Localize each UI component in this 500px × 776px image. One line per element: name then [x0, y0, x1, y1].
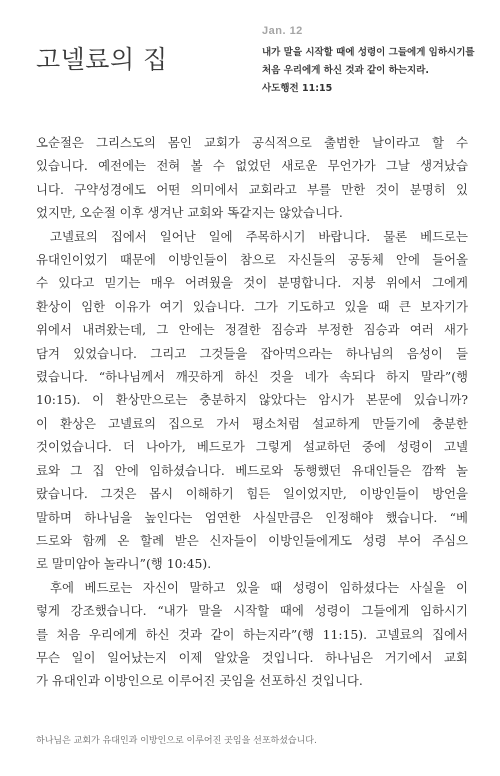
body-line: 를 처음 우리에게 하신 것과 같이 하는지라”(행 11:15). 고넬료의 집에서: [36, 626, 468, 642]
body-line: 고넬료의 집에서 일어난 일에 주목하시기 바랍니다. 물론 베드로는: [50, 228, 468, 244]
body-line: 니다. 구약성경에도 어떤 의미에서 교회라고 부를 만한 것이 분명히 있: [36, 181, 468, 197]
body-line: 말하며 하나님을 높인다는 엄연한 사실만큼은 인정해야 했습니다. “베: [36, 509, 468, 525]
body-line: 가 유대인과 이방인으로 이루어진 곳임을 선포하신 것입니다.: [36, 673, 363, 689]
body-line: 위에서 내려왔는데, 그 안에는 정결한 짐승과 부정한 짐승과 여러 새가: [36, 322, 468, 338]
paragraph: [36, 576, 468, 693]
body-line: 것이었습니다. 더 나아가, 베드로가 그렇게 설교하던 중에 성령이 고넬: [36, 439, 468, 455]
body-line: 유대인이었기 때문에 이방인들이 참으로 자신들의 공동체 안에 들어올: [36, 252, 468, 268]
verse-line: 처음 우리에게 하신 것과 같이 하는지라.: [262, 65, 429, 76]
date-label: Jan. 12: [262, 25, 303, 37]
body-line: 드로와 함께 온 할례 받은 신자들이 이방인들에게도 성령 부어 주심으: [36, 532, 468, 548]
body-line: 이 환상은 고넬료의 집으로 가서 평소처럼 설교하게 만들기에 충분한: [36, 415, 468, 431]
body-line: 었지만, 오순절 이후 생겨난 교회와 똑같지는 않았습니다.: [36, 205, 343, 221]
body-line: 10:15). 이 환상만으로는 충분하지 않았다는 암시가 본문에 있습니까?: [36, 392, 468, 408]
paragraph: [36, 225, 468, 576]
body-line: 료와 그 집 안에 임하셨습니다. 베드로와 동행했던 유대인들은 깜짝 놀: [36, 462, 468, 478]
body-line: 로 말미암아 놀라니”(행 10:45).: [36, 556, 212, 572]
key-verse: [262, 44, 475, 98]
body-line: 담겨 있었습니다. 그리고 그것들을 잡아먹으라는 하나님의 음성이 들: [36, 345, 468, 361]
body-line: 오순절은 그리스도의 몸인 교회가 공식적으로 출범한 날이라고 할 수: [36, 135, 468, 150]
body-line: 렇게 강조했습니다. “내가 말을 시작할 때에 성령이 그들에게 임하시기: [36, 603, 468, 619]
verse-line: 내가 말을 시작할 때에 성령이 그들에게 임하시기를: [262, 47, 475, 58]
body-text: [36, 131, 468, 693]
page-title: 고넬료의 집: [36, 45, 168, 74]
body-line: 후에 베드로는 자신이 말하고 있을 때 성령이 임하셨다는 사실을 이: [50, 579, 468, 595]
paragraph: [36, 131, 468, 225]
verse-reference: 사도행전 11:15: [262, 83, 333, 94]
body-line: 렸습니다. “하나님께서 깨끗하게 하신 것을 네가 속되다 하지 말라”(행: [36, 369, 468, 385]
body-line: 랐습니다. 그것은 몹시 이해하기 힘든 일이었지만, 이방인들이 방언을: [36, 486, 468, 502]
body-line: 환상이 임한 이유가 여기 있습니다. 그가 기도하고 있을 때 큰 보자기가: [36, 298, 468, 314]
footer-caption: 하나님은 교회가 유대인과 이방인으로 이루어진 곳임을 선포하셨습니다.: [36, 736, 317, 746]
body-line: 무슨 일이 일어났는지 이제 알았을 것입니다. 하나님은 거기에서 교회: [36, 649, 468, 665]
body-line: 있습니다. 예전에는 전혀 볼 수 없었던 새로운 무언가가 그날 생겨났습: [36, 158, 468, 174]
body-line: 수 있다고 믿기는 매우 어려웠을 것이 분명합니다. 지붕 위에서 그에게: [36, 275, 468, 291]
